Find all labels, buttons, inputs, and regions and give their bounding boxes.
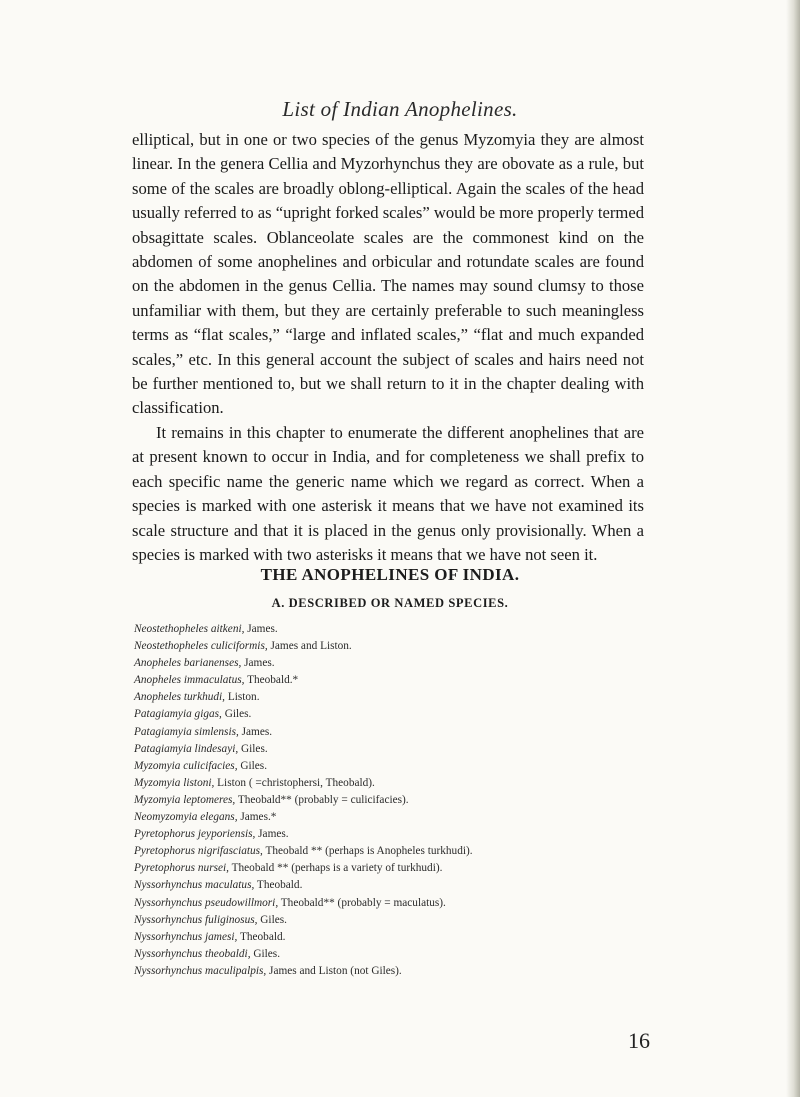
list-item	[134, 741, 654, 758]
species-note: Giles.	[257, 913, 287, 926]
species-note: James.	[238, 725, 273, 738]
list-item	[134, 689, 654, 706]
page-number: 16	[628, 1028, 650, 1053]
list-item	[134, 843, 654, 860]
list-item	[134, 706, 654, 723]
species-name: Nyssorhynchus fuliginosus,	[134, 913, 258, 926]
species-note: Giles.	[250, 947, 281, 960]
list-item	[134, 792, 654, 809]
species-name: Nyssorhynchus theobaldi,	[134, 947, 251, 960]
list-item	[134, 638, 654, 655]
species-name: Nyssorhynchus jamesi,	[134, 930, 238, 943]
body-text	[132, 128, 644, 567]
species-name: Anopheles turkhudi,	[134, 691, 225, 704]
species-name: Neostethopheles aitkeni,	[134, 623, 245, 635]
species-name: Pyretophorus nigrifasciatus,	[134, 845, 263, 858]
species-list	[134, 621, 654, 980]
page-edge-shadow	[786, 0, 800, 1097]
section-subtitle: A. DESCRIBED OR NAMED SPECIES.	[271, 596, 509, 610]
species-name: Nyssorhynchus pseudowillmori,	[134, 896, 279, 909]
running-header: List of Indian Anophelines.	[282, 97, 518, 121]
species-name: Myzomyia listoni,	[134, 776, 215, 789]
species-note: Giles.	[237, 759, 268, 772]
list-item	[134, 758, 654, 775]
species-name: Neostethopheles culiciformis,	[134, 640, 268, 653]
species-note: James.	[241, 657, 275, 670]
species-name: Patagiamyia lindesayi,	[134, 742, 239, 755]
species-name: Myzomyia culicifacies,	[134, 759, 238, 772]
species-note: James.*	[237, 811, 277, 824]
list-item	[134, 860, 654, 877]
section-title: THE ANOPHELINES OF INDIA.	[260, 565, 520, 584]
list-item	[134, 672, 654, 689]
species-note: Liston.	[225, 691, 260, 704]
species-note: Theobald.*	[244, 674, 299, 687]
list-item	[134, 809, 654, 826]
species-name: Neomyzomyia elegans,	[134, 811, 238, 824]
species-name: Myzomyia leptomeres,	[134, 793, 236, 806]
list-item	[134, 877, 654, 894]
species-name: Patagiamyia simlensis,	[134, 725, 239, 738]
species-note: Giles.	[238, 742, 268, 755]
list-item	[134, 826, 654, 843]
species-name: Anopheles barianenses,	[134, 657, 242, 670]
list-item	[134, 912, 654, 929]
species-name: Patagiamyia gigas,	[134, 708, 222, 721]
list-item	[134, 963, 654, 980]
species-note: Giles.	[221, 708, 252, 721]
list-item	[134, 621, 654, 638]
species-note: James.	[255, 828, 289, 841]
species-name: Pyretophorus nursei,	[134, 862, 229, 875]
species-note: Theobald** (probably = maculatus).	[278, 896, 446, 909]
paragraph-1: elliptical, but in one or two species of the genus Myzomyia they are almost linear. In the genera Cellia and Myzorhynchus they are obovate as a rule, but some of the scales are broadly oblong-elliptical. Again the scales of the head usually referred to as “upright forked scales” would be more properly termed obsagittate scales. Oblanceolate scales are the commonest kind on the abdomen of some anophelines and orbicular and rotundate scales are found on the abdomen in the genus Cellia. The names may sound clumsy to those unfamiliar with them, but they are certainly preferable to such meaningless terms as “flat scales,” “large and inflated scales,” “flat and much expanded scales,” etc. In this general account the subject of scales and hairs need not be further mentioned to, but we shall return to it in the chapter dealing with classification.	[132, 130, 644, 418]
species-name: Nyssorhynchus maculatus,	[134, 879, 255, 892]
species-note: Theobald** (probably = culicifacies).	[235, 793, 409, 806]
species-note: Theobald.	[237, 930, 286, 943]
list-item	[134, 929, 654, 946]
species-note: Theobald ** (perhaps is a variety of turkhudi).	[228, 862, 443, 875]
list-item	[134, 775, 654, 792]
list-item	[134, 724, 654, 741]
paragraph-2: It remains in this chapter to enumerate the different anophelines that are at present known to occur in India, and for completeness we shall prefix to each specific name the generic name which we regard as correct. When a species is marked with one asterisk it means that we have not examined its scale structure and that it is placed in the genus only provisionally. When a species is marked with two asterisks it means that we have not seen it.	[132, 422, 644, 564]
species-name: Anopheles immaculatus,	[134, 674, 245, 687]
species-note: Theobald ** (perhaps is Anopheles turkhudi).	[262, 845, 473, 858]
list-item	[134, 946, 654, 963]
species-name: Nyssorhynchus maculipalpis,	[134, 964, 267, 977]
list-item	[134, 655, 654, 672]
species-note: James and Liston.	[267, 640, 352, 653]
list-item	[134, 895, 654, 912]
species-note: Liston ( =christophersi, Theobald).	[214, 776, 375, 789]
species-name: Pyretophorus jeyporiensis,	[134, 828, 256, 841]
species-note: James and Liston (not Giles).	[266, 964, 402, 977]
species-note: Theobald.	[254, 879, 303, 892]
species-note: James.	[244, 623, 278, 635]
